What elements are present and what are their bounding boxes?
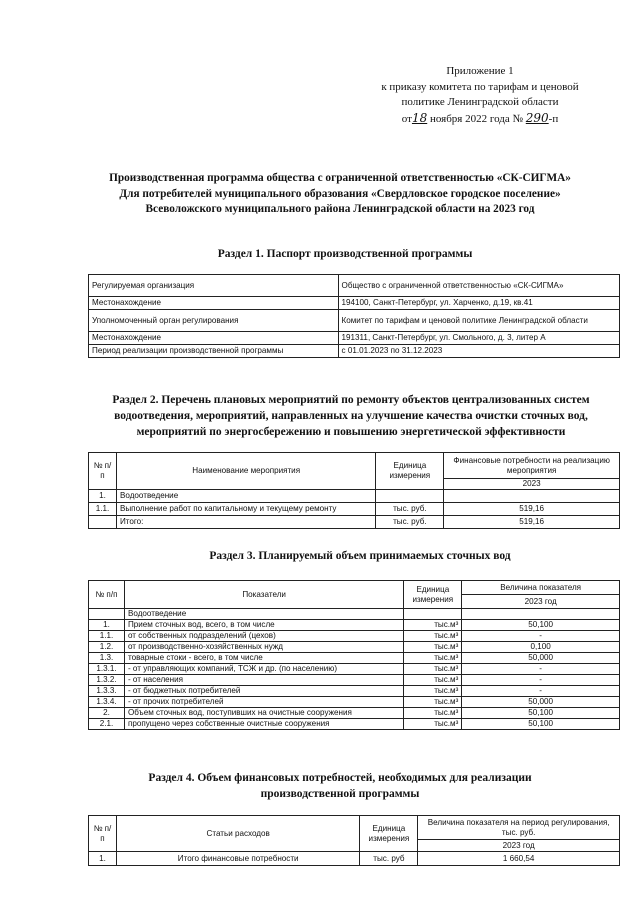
unit: тыс.м³ [404, 620, 462, 631]
passport-value: Комитет по тарифам и ценовой политике Ленинградской области [338, 310, 619, 332]
indicator-value: 50,100 [462, 620, 620, 631]
unit: тыс.м³ [404, 697, 462, 708]
passport-label: Местонахождение [89, 332, 339, 345]
annex-line-3: политике Ленинградской области [401, 96, 559, 108]
indicator-value: 50,000 [462, 697, 620, 708]
unit: тыс.м³ [404, 675, 462, 686]
row-number: 1.3. [89, 653, 125, 664]
row-number: 1.1. [89, 503, 117, 516]
indicator-name: пропущено через собственные очистные сооружения [124, 719, 403, 730]
section1-row [89, 332, 620, 345]
s3-header-year: 2023 год [462, 595, 620, 609]
s2-header-fin: Финансовые потребности на реализацию мероприятия [444, 453, 620, 479]
annex-block [360, 64, 600, 127]
indicator-name: Объем сточных вод, поступивших на очистные сооружения [124, 708, 403, 719]
section3-table [88, 580, 620, 730]
unit: тыс.м³ [404, 653, 462, 664]
annex-date-prefix: от [401, 112, 412, 125]
s3-header-name: Показатели [124, 581, 403, 609]
section3-row [89, 697, 620, 708]
passport-label: Период реализации производственной программы [89, 345, 339, 358]
s2-header-num: № п/п [89, 453, 117, 490]
financial-value [444, 490, 620, 503]
row-number: 1.3.1. [89, 664, 125, 675]
unit: тыс.м³ [404, 631, 462, 642]
indicator-value: 50,100 [462, 708, 620, 719]
passport-label: Регулируемая организация [89, 275, 339, 297]
row-number: 2.1. [89, 719, 125, 730]
annex-order-number: 290 [525, 110, 549, 125]
indicator-value: 0,100 [462, 642, 620, 653]
row-number: 1.3.4. [89, 697, 125, 708]
title-line-3: Всеволожского муниципального района Ленинградской области на 2023 год [145, 203, 535, 215]
title-line-1: Производственная программа общества с ограниченной ответственностью «СК-СИГМА» [109, 172, 571, 184]
s4-header-name: Статьи расходов [116, 816, 359, 852]
s3-header-unit: Единица измерения [404, 581, 462, 609]
unit: тыс. руб [360, 852, 418, 866]
passport-value: с 01.01.2023 по 31.12.2023 [338, 345, 619, 358]
s2-header-year: 2023 [444, 479, 620, 490]
unit: тыс.м³ [404, 719, 462, 730]
s3-header-value: Величина показателя [462, 581, 620, 595]
title-line-2: Для потребителей муниципального образования «Свердловское городское поселение» [119, 187, 561, 200]
section3-row [89, 675, 620, 686]
s4-header-unit: Единица измерения [360, 816, 418, 852]
section3-row [89, 620, 620, 631]
section3-row [89, 631, 620, 642]
s2-header-unit: Единица измерения [376, 453, 444, 490]
indicator-name: - от управляющих компаний, ТСЖ и др. (по населению) [124, 664, 403, 675]
passport-label: Местонахождение [89, 297, 339, 310]
indicator-name: - от населения [124, 675, 403, 686]
financial-value: 519,16 [444, 516, 620, 529]
unit: тыс.м³ [404, 664, 462, 675]
annex-date-line [360, 111, 600, 128]
indicator-value: 50,000 [462, 653, 620, 664]
annex-order-suffix: -п [548, 112, 559, 125]
financial-value: 519,16 [444, 503, 620, 516]
section3-heading: Раздел 3. Планируемый объем принимаемых сточных вод [209, 550, 511, 562]
row-number: 1.3.2. [89, 675, 125, 686]
indicator-value: - [462, 686, 620, 697]
indicator-name: Водоотведение [124, 609, 403, 620]
section1-row [89, 310, 620, 332]
section3-row [89, 708, 620, 719]
unit [404, 609, 462, 620]
document-title [80, 171, 600, 218]
annex-line-1: Приложение 1 [446, 65, 514, 77]
passport-value: Общество с ограниченной ответственностью «СК-СИГМА» [338, 275, 619, 297]
indicator-name: Прием сточных вод, всего, в том числе [124, 620, 403, 631]
passport-value: 191311, Санкт-Петербург, ул. Смольного, д. 3, литер А [338, 332, 619, 345]
indicator-value: 50,100 [462, 719, 620, 730]
section4-row [89, 852, 620, 866]
section1-table [88, 274, 620, 358]
indicator-name: от собственных подразделений (цехов) [124, 631, 403, 642]
row-number [89, 516, 117, 529]
activity-name: Выполнение работ по капитальному и текущему ремонту [116, 503, 375, 516]
indicator-name: - от бюджетных потребителей [124, 686, 403, 697]
activity-name: Итого: [116, 516, 375, 529]
unit: тыс.м³ [404, 708, 462, 719]
section3-row [89, 664, 620, 675]
section3-row [89, 609, 620, 620]
indicator-value [462, 609, 620, 620]
unit [376, 490, 444, 503]
section2-row [89, 516, 620, 529]
section1-row [89, 345, 620, 358]
row-number: 1.3.3. [89, 686, 125, 697]
activity-name: Водоотведение [116, 490, 375, 503]
section4-table [88, 815, 620, 866]
indicator-name: товарные стоки - всего, в том числе [124, 653, 403, 664]
section2-table [88, 452, 620, 529]
indicator-value: - [462, 675, 620, 686]
indicator-value: - [462, 631, 620, 642]
section3-row [89, 642, 620, 653]
section4-heading-line-1: Раздел 4. Объем финансовых потребностей, необходимых для реализации [148, 772, 532, 784]
s4-header-num: № п/п [89, 816, 117, 852]
expense-name: Итого финансовые потребности [116, 852, 359, 866]
unit: тыс. руб. [376, 516, 444, 529]
row-number: 1.2. [89, 642, 125, 653]
annex-date-day: 18 [411, 110, 428, 125]
section2-row [89, 490, 620, 503]
row-number: 2. [89, 708, 125, 719]
unit: тыс.м³ [404, 686, 462, 697]
section1-heading: Раздел 1. Паспорт производственной программы [217, 248, 473, 260]
section2-row [89, 503, 620, 516]
s4-header-year: 2023 год [418, 840, 620, 852]
row-number: 1. [89, 852, 117, 866]
annex-date-rest: ноября 2022 года № [429, 112, 524, 125]
section4-heading [120, 770, 560, 802]
unit: тыс.м³ [404, 642, 462, 653]
section1-row [89, 297, 620, 310]
indicator-name: от производственно-хозяйственных нужд [124, 642, 403, 653]
annex-line-2: к приказу комитета по тарифам и ценовой [381, 80, 579, 93]
expense-value: 1 660,54 [418, 852, 620, 866]
section3-row [89, 686, 620, 697]
section1-row [89, 275, 620, 297]
section2-heading: Раздел 2. Перечень плановых мероприятий по ремонту объектов централизованных систем водоотведения, мероприятий, направленных на улучшение качества очистки сточных вод, мероприятий по энергосбережению и повышению энергетической эффективности [112, 394, 590, 438]
row-number: 1. [89, 620, 125, 631]
s4-header-value: Величина показателя на период регулирования, тыс. руб. [418, 816, 620, 840]
s2-header-name: Наименование мероприятия [116, 453, 375, 490]
indicator-name: - от прочих потребителей [124, 697, 403, 708]
unit: тыс. руб. [376, 503, 444, 516]
s3-header-num: № п/п [89, 581, 125, 609]
row-number [89, 609, 125, 620]
section3-row [89, 719, 620, 730]
section3-row [89, 653, 620, 664]
indicator-value: - [462, 664, 620, 675]
passport-label: Уполномоченный орган регулирования [89, 310, 339, 332]
row-number: 1. [89, 490, 117, 503]
passport-value: 194100, Санкт-Петербург, ул. Харченко, д.19, кв.41 [338, 297, 619, 310]
row-number: 1.1. [89, 631, 125, 642]
section4-heading-line-2: производственной программы [260, 788, 420, 800]
